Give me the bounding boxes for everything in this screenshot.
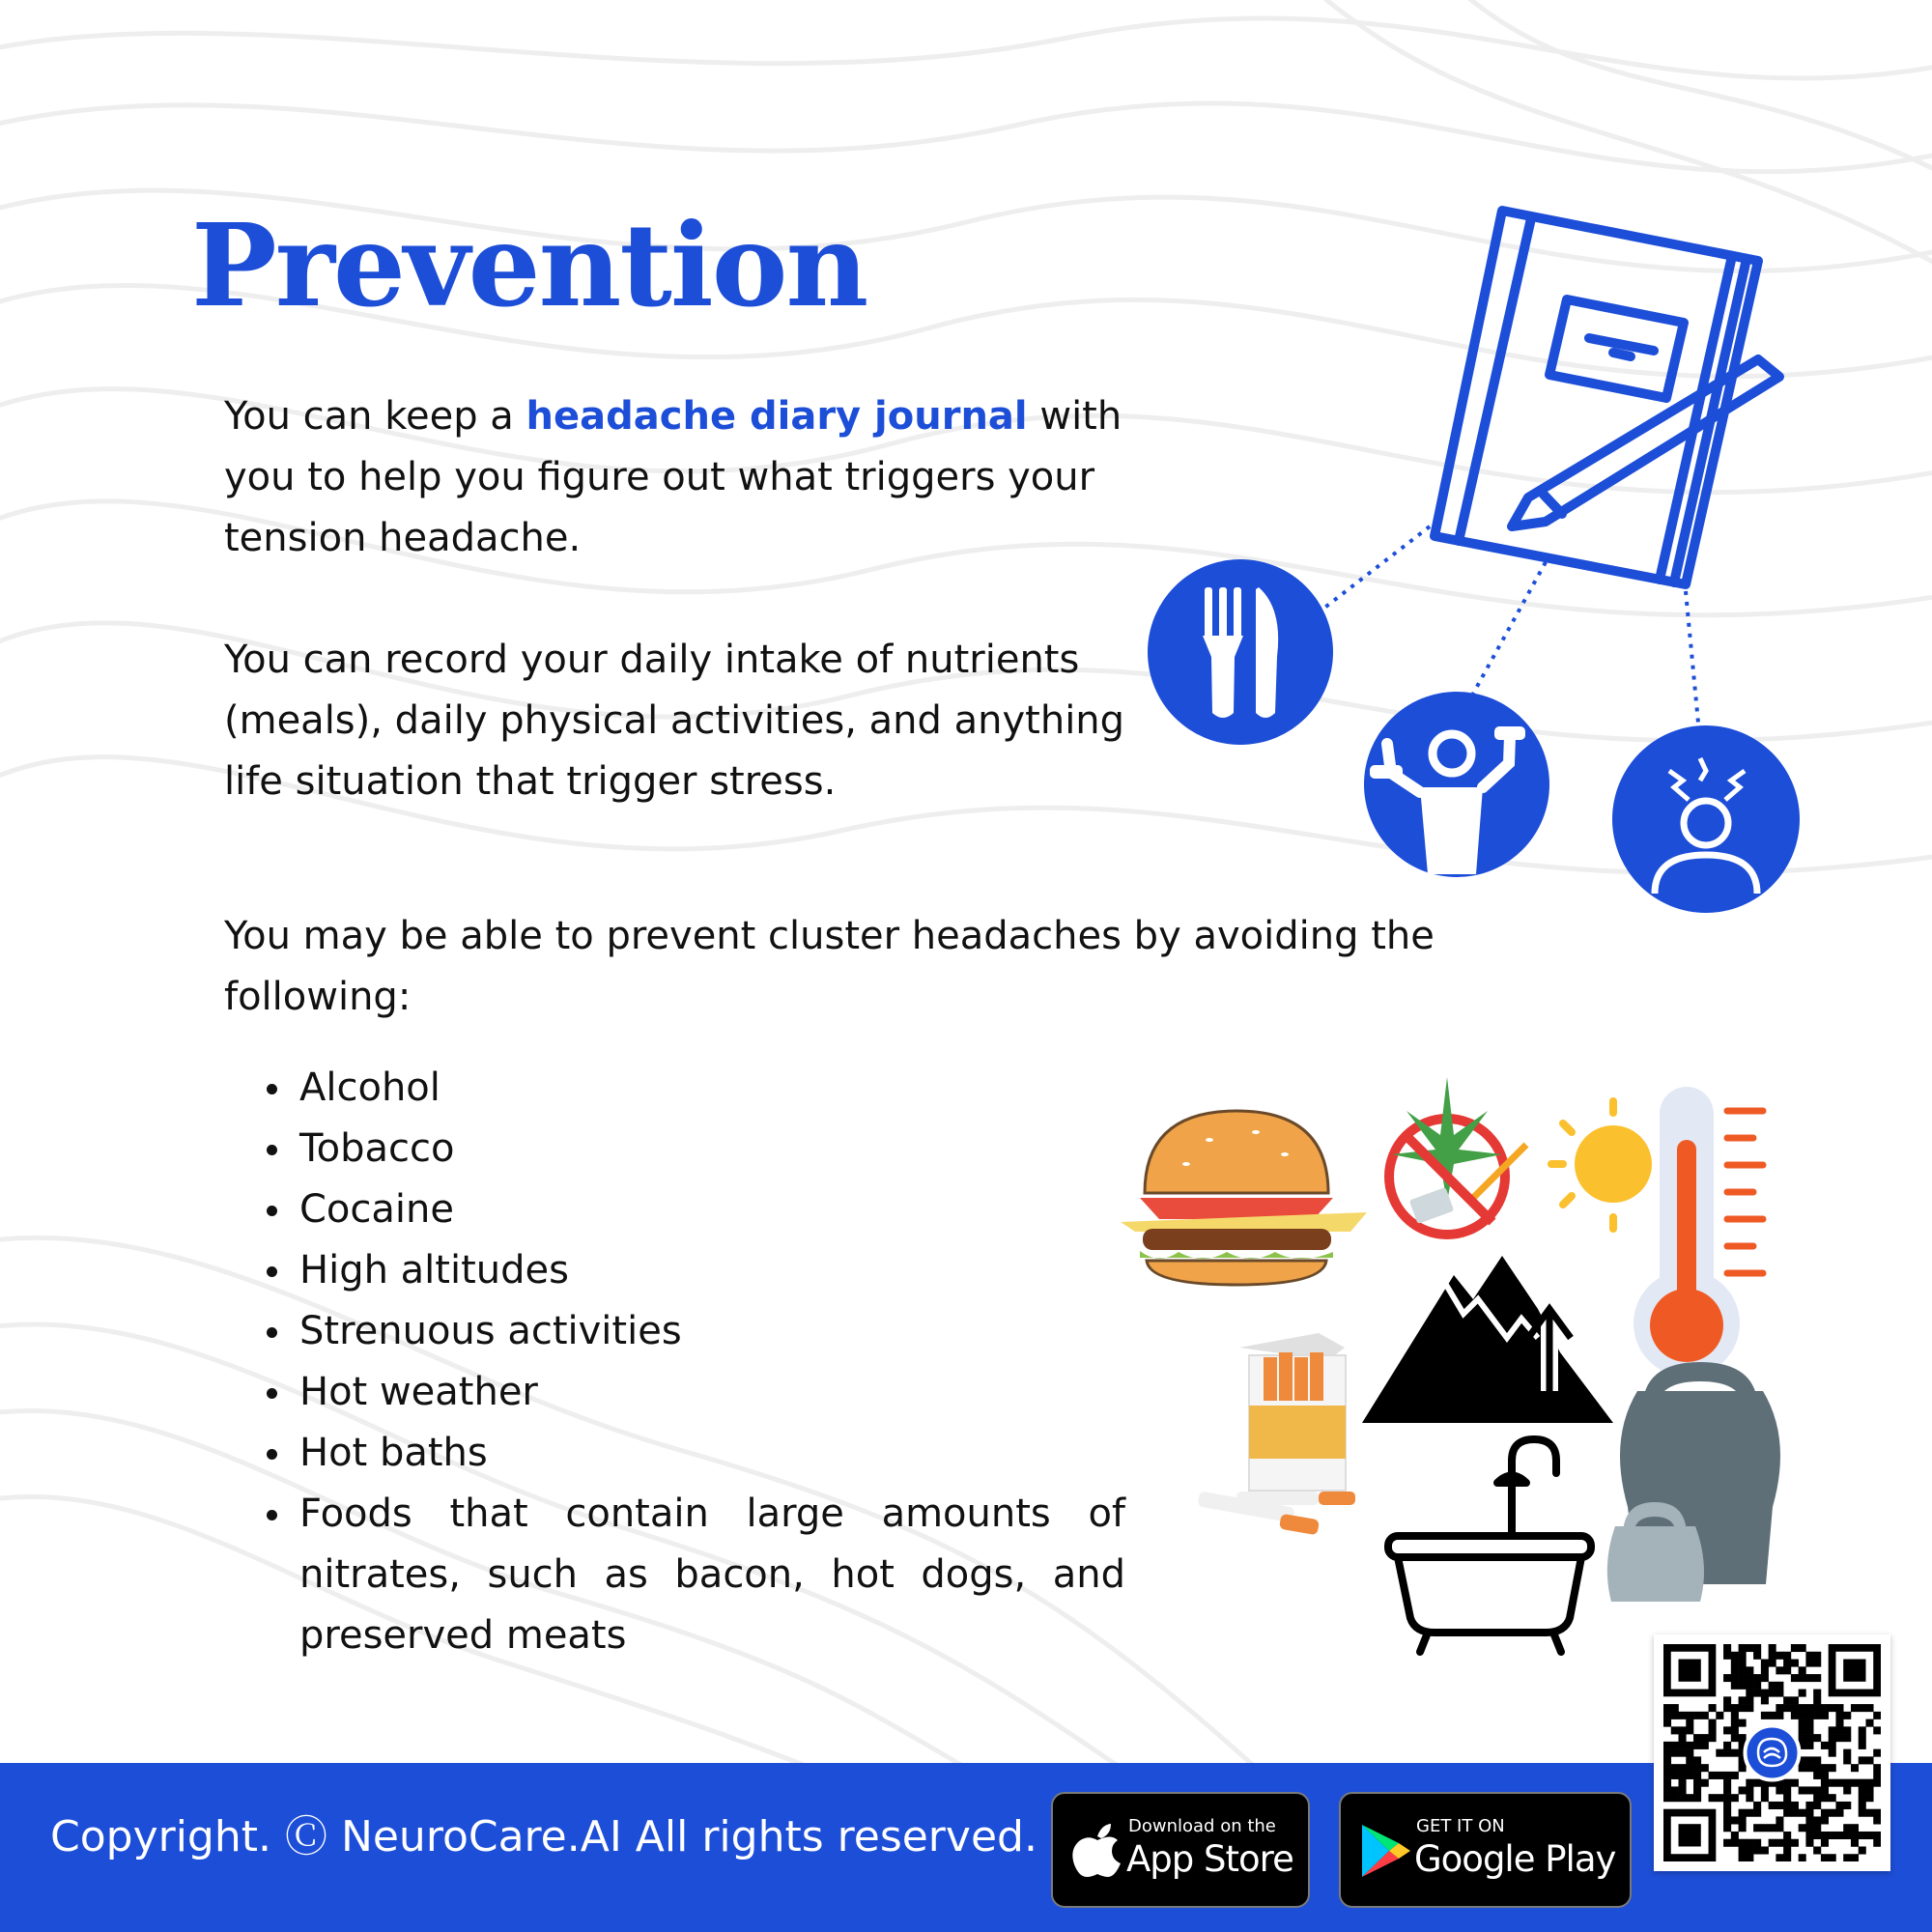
dumbbell-person-icon bbox=[1364, 692, 1549, 877]
app-store-big-text: App Store bbox=[1126, 1838, 1293, 1880]
trigger-item: Hot weather bbox=[232, 1362, 1125, 1423]
notebook-pencil-icon bbox=[1435, 211, 1779, 584]
diary-text-start: You can keep a bbox=[224, 394, 526, 439]
google-play-button[interactable] bbox=[1339, 1792, 1632, 1908]
trigger-item: Alcohol bbox=[232, 1058, 1125, 1119]
fork-knife-icon bbox=[1148, 559, 1333, 745]
qr-code-pattern bbox=[1663, 1644, 1881, 1861]
cigarettes-icon bbox=[1197, 1333, 1355, 1535]
trigger-item: High altitudes bbox=[232, 1240, 1125, 1301]
trigger-item: Hot baths bbox=[232, 1423, 1125, 1484]
trigger-item: Strenuous activities bbox=[232, 1301, 1125, 1362]
copyright-text: Copyright. Ⓒ NeuroCare.AI All rights reserved. bbox=[50, 1812, 1037, 1861]
qr-code[interactable] bbox=[1654, 1634, 1890, 1871]
google-play-small-text: GET IT ON bbox=[1416, 1816, 1505, 1836]
google-play-big-text: Google Play bbox=[1414, 1838, 1616, 1880]
diary-illustration bbox=[1130, 193, 1806, 927]
diary-text-end: with you to help you figure out what triggers your tension headache. bbox=[224, 394, 1122, 560]
diary-paragraph bbox=[224, 386, 1151, 569]
app-store-small-text: Download on the bbox=[1128, 1816, 1276, 1836]
burger-icon bbox=[1121, 1111, 1367, 1285]
mountain-altitude-icon bbox=[1362, 1256, 1613, 1423]
trigger-list bbox=[232, 1058, 1125, 1666]
record-paragraph: You can record your daily intake of nutrients (meals), daily physical activities, and anything life situation that trigger stress. bbox=[224, 638, 1125, 804]
page-title: Prevention bbox=[191, 198, 867, 332]
apple-logo-icon bbox=[1068, 1821, 1126, 1881]
no-drugs-icon bbox=[1389, 1077, 1526, 1235]
trigger-illustrations bbox=[1111, 1053, 1806, 1671]
trigger-item: Foods that contain large amounts of nitrates, such as bacon, hot dogs, and preserved meats bbox=[232, 1484, 1125, 1666]
diary-highlight: headache diary journal bbox=[526, 394, 1028, 439]
app-store-button[interactable] bbox=[1051, 1792, 1310, 1908]
trigger-item: Cocaine bbox=[232, 1179, 1125, 1240]
trigger-item: Tobacco bbox=[232, 1119, 1125, 1179]
sun-thermometer-icon bbox=[1551, 1087, 1763, 1377]
stressed-person-icon bbox=[1612, 725, 1800, 913]
kettlebell-icon bbox=[1607, 1362, 1780, 1602]
bathtub-icon bbox=[1388, 1439, 1591, 1652]
cluster-intro: You may be able to prevent cluster headaches by avoiding the following: bbox=[224, 914, 1435, 1019]
google-play-logo-icon bbox=[1356, 1821, 1414, 1881]
